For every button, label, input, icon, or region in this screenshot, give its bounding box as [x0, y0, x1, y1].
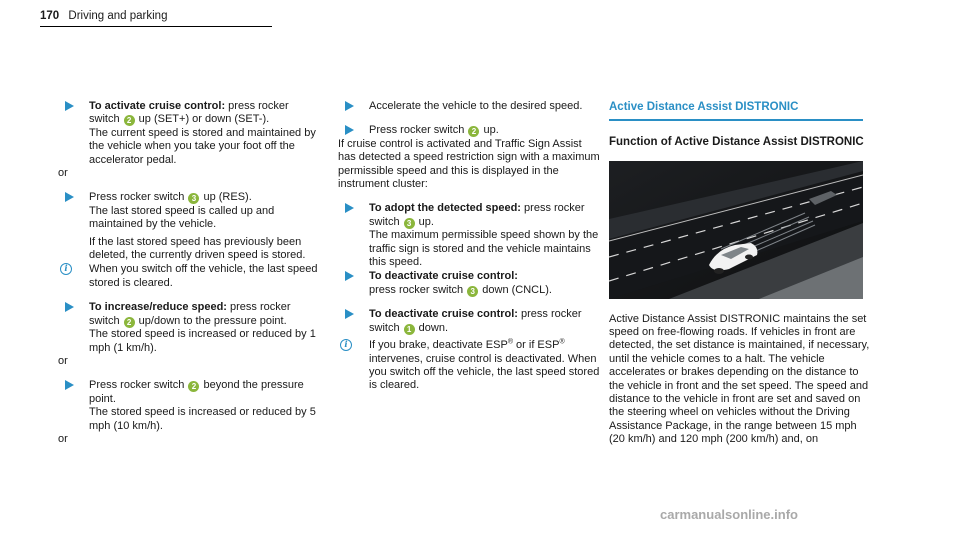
callout-number: 3: [188, 193, 199, 204]
step-accelerate: Accelerate the vehicle to the desired speed.: [338, 100, 600, 113]
column-right: [609, 100, 871, 447]
page-section-title: Driving and parking: [68, 10, 168, 22]
or-text: or: [58, 354, 68, 367]
column-middle: [338, 100, 600, 393]
step-deactivate-cncl: To deactivate cruise control: press rocker switch 3 down (CNCL).: [338, 270, 600, 297]
step-arrow-icon: [345, 125, 354, 135]
step-result: The maximum permissible speed shown by the traffic sign is stored and the vehicle maintains this speed.: [369, 229, 599, 269]
step-result: If the last stored speed has previously been deleted, the currently driven speed is stored.: [89, 235, 306, 262]
page-number: 170: [40, 10, 60, 22]
step-heading: To deactivate cruise control:: [369, 308, 518, 321]
step-arrow-icon: [345, 271, 354, 281]
step-result: The last stored speed is called up and maintained by the vehicle.: [89, 204, 275, 231]
callout-number: 2: [124, 115, 135, 126]
highway-car-image: [609, 161, 863, 299]
note-text: If you brake, deactivate ESP® or if ESP® intervenes, cruise control is deactivated. When you switch off the vehicle, the last speed stored is cleared.: [369, 338, 600, 392]
section-divider: [609, 119, 863, 121]
step-heading: To deactivate cruise control:: [369, 270, 518, 283]
distronic-illustration: [609, 161, 863, 299]
step-adopt-speed: To adopt the detected speed: press rocker switch 3 up. The maximum permissible speed shown by the traffic sign is stored and the vehicle maintains this speed.: [338, 202, 600, 269]
callout-number: 2: [124, 317, 135, 328]
column-left: [58, 100, 320, 446]
step-result: The current speed is stored and maintained by the vehicle when you take your foot off the accelerator pedal.: [89, 126, 316, 166]
step-deactivate-down: To deactivate cruise control: press rocker switch 1 down.: [338, 308, 600, 335]
page-header: [40, 10, 167, 24]
or-text: or: [58, 167, 68, 180]
step-result: The stored speed is increased or reduced by 1 mph (1 km/h).: [89, 328, 316, 354]
step-arrow-icon: [65, 380, 74, 390]
callout-number: 2: [188, 381, 199, 392]
section-title: Active Distance Assist DISTRONIC: [609, 101, 799, 113]
or-text: or: [58, 432, 68, 445]
step-arrow-icon: [65, 101, 74, 111]
step-arrow-icon: [345, 101, 354, 111]
step-press-up: Press rocker switch 2 up.: [338, 124, 600, 137]
note-text: When you switch off the vehicle, the last speed stored is cleared.: [89, 263, 318, 289]
step-result: The stored speed is increased or reduced by 5 mph (10 km/h).: [89, 406, 316, 432]
step-arrow-icon: [345, 309, 354, 319]
step-heading: To activate cruise control:: [89, 100, 226, 112]
traffic-sign-paragraph: If cruise control is activated and Traffic Sign Assist has detected a speed restriction sign with a maximum permissible speed and this is displayed in the instrument cluster:: [338, 137, 600, 191]
distronic-description: Active Distance Assist DISTRONIC maintains the set speed on free-flowing roads. If vehicles in front are detected, the set distance is maintained, if necessary, until the vehicle comes to a halt. The vehicle accelerates or brakes depending on the distance to the vehicle in front and the set speed. The speed and distance to the vehicle in front are set and saved on the steering wheel on vehicles without the Driving Assistance Package, in the range between 15 mph (20 km/h) and 120 mph (200 km/h) and, on: [609, 312, 870, 446]
callout-number: 3: [467, 286, 478, 297]
subsection-title: Function of Active Distance Assist DISTRONIC: [609, 135, 864, 148]
callout-number: 1: [404, 324, 415, 335]
step-arrow-icon: [65, 192, 74, 202]
step-activate-cruise: To activate cruise control: press rocker switch 2 up (SET+) or down (SET-). The current speed is stored and maintained by the vehicle when you take your foot off the accelerator pedal.: [58, 100, 320, 167]
step-arrow-icon: [65, 302, 74, 312]
header-divider: [40, 26, 272, 27]
step-resume-speed: Press rocker switch 3 up (RES). The last stored speed is called up and maintained by the vehicle. If the last stored speed has previously been deleted, the currently driven speed is stored.: [58, 191, 320, 262]
info-note: [338, 339, 600, 393]
step-arrow-icon: [345, 203, 354, 213]
callout-number: 3: [404, 218, 415, 229]
step-beyond-pressure: Press rocker switch 2 beyond the pressure point. The stored speed is increased or reduced by 5 mph (10 km/h).: [58, 379, 320, 433]
watermark: carmanualsonline.info: [660, 507, 798, 522]
info-icon: i: [60, 263, 72, 275]
info-note: [58, 263, 320, 290]
step-heading: To increase/reduce speed:: [89, 301, 227, 314]
step-heading: To adopt the detected speed:: [369, 202, 521, 215]
callout-number: 2: [468, 126, 479, 137]
info-icon: i: [340, 339, 352, 351]
step-increase-reduce: To increase/reduce speed: press rocker switch 2 up/down to the pressure point. The stored speed is increased or reduced by 1 mph (1 km/h).: [58, 301, 320, 355]
